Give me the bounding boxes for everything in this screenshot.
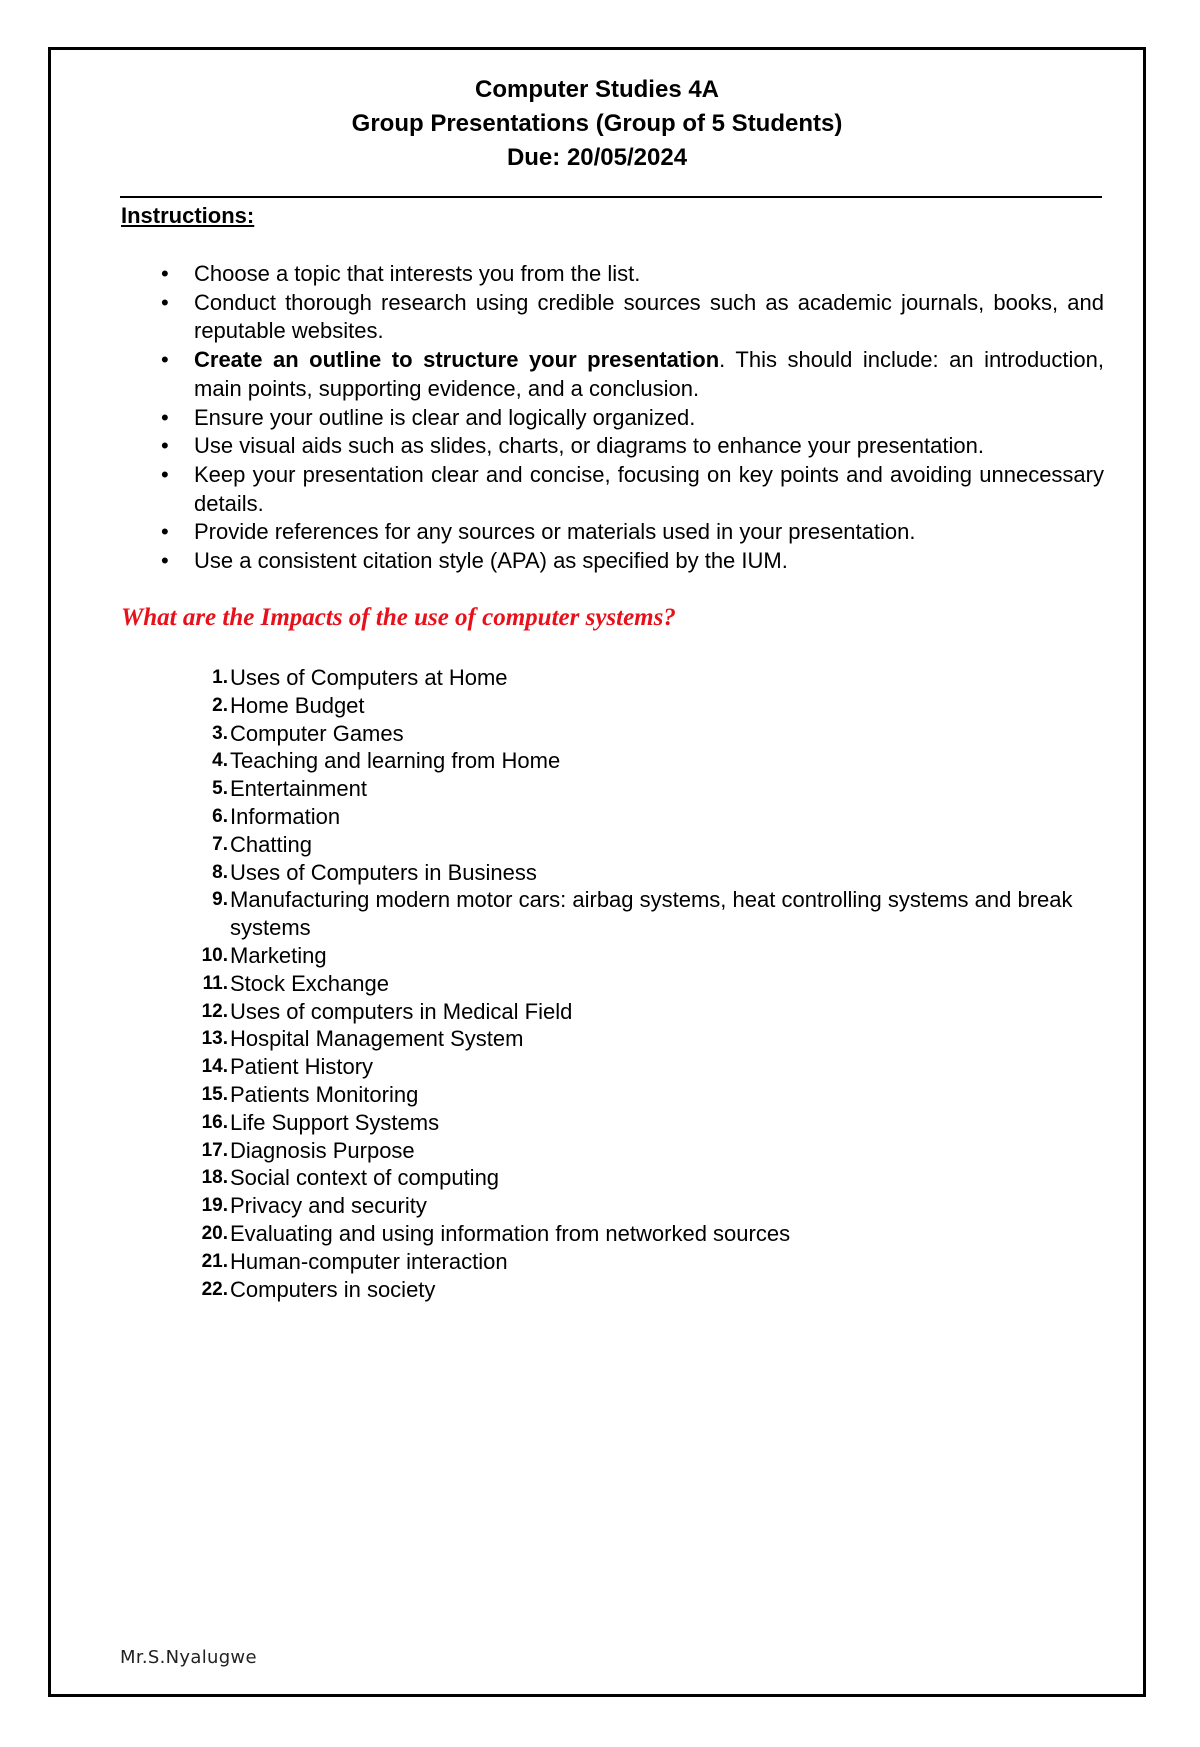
topic-item bbox=[190, 1109, 1100, 1137]
instruction-text: Use visual aids such as slides, charts, or diagrams to enhance your presentation. bbox=[194, 433, 984, 459]
topic-number: 12. bbox=[201, 1000, 228, 1022]
bullet-icon: • bbox=[161, 347, 169, 373]
topic-number: 22. bbox=[201, 1278, 228, 1300]
topic-number: 11. bbox=[202, 972, 228, 994]
topic-item bbox=[190, 1025, 1100, 1053]
instruction-item bbox=[121, 260, 1104, 289]
topic-text: Life Support Systems bbox=[230, 1109, 440, 1135]
topic-item bbox=[190, 970, 1100, 998]
topic-item bbox=[190, 720, 1100, 748]
instructions-heading: Instructions: bbox=[121, 203, 255, 228]
instruction-text: Ensure your outline is clear and logically organized. bbox=[194, 404, 696, 430]
topic-text: Diagnosis Purpose bbox=[230, 1137, 415, 1163]
topic-number: 1. bbox=[212, 667, 228, 688]
course-title: Computer Studies 4A bbox=[474, 76, 720, 103]
topic-number: 19. bbox=[201, 1195, 228, 1217]
topic-number: 10. bbox=[201, 944, 228, 966]
assignment-title: Group Presentations (Group of 5 Students) bbox=[351, 110, 843, 137]
topic-text: Hospital Management System bbox=[230, 1026, 524, 1052]
document-header bbox=[48, 73, 1146, 175]
instruction-item bbox=[121, 518, 1104, 547]
topic-text: Teaching and learning from Home bbox=[230, 748, 561, 774]
instruction-text: Provide references for any sources or materials used in your presentation. bbox=[194, 519, 916, 545]
header-divider bbox=[120, 196, 1102, 198]
topic-item bbox=[190, 859, 1100, 887]
topic-number: 14. bbox=[201, 1056, 228, 1078]
topic-item bbox=[190, 692, 1100, 720]
topic-item bbox=[190, 747, 1100, 775]
topic-number: 13. bbox=[201, 1028, 228, 1050]
topic-number: 5. bbox=[212, 778, 228, 800]
topic-text: Computer Games bbox=[230, 720, 404, 746]
topic-text: Evaluating and using information from networked sources bbox=[230, 1220, 791, 1246]
due-date: Due: 20/05/2024 bbox=[506, 144, 688, 171]
topic-text: Social context of computing bbox=[230, 1165, 500, 1191]
topic-text: Manufacturing modern motor cars: airbag systems, heat controlling systems and break systems bbox=[230, 887, 1073, 941]
topic-item bbox=[190, 803, 1100, 831]
topic-item bbox=[190, 942, 1100, 970]
author-footer: Mr.S.Nyalugwe bbox=[120, 1647, 257, 1668]
instruction-text: Conduct thorough research using credible sources such as academic journals, books, and reputable websites. bbox=[194, 289, 1104, 344]
topic-item bbox=[190, 664, 1100, 692]
topic-item bbox=[190, 1053, 1100, 1081]
topic-text: Stock Exchange bbox=[230, 970, 389, 996]
topic-text: Uses of computers in Medical Field bbox=[230, 998, 573, 1024]
instruction-text: Choose a topic that interests you from the list. bbox=[194, 261, 641, 286]
instruction-text: Keep your presentation clear and concise, focusing on key points and avoiding unnecessary details. bbox=[194, 461, 1104, 516]
topic-text: Uses of Computers in Business bbox=[230, 859, 537, 885]
bullet-icon: • bbox=[161, 289, 169, 315]
bullet-icon: • bbox=[161, 433, 169, 459]
topic-number: 16. bbox=[201, 1111, 228, 1133]
topic-item bbox=[190, 1276, 1100, 1304]
topic-text: Uses of Computers at Home bbox=[230, 665, 508, 690]
topic-item bbox=[190, 1081, 1100, 1109]
topic-number: 15. bbox=[201, 1083, 228, 1105]
topic-number: 3. bbox=[212, 722, 228, 744]
bullet-icon: • bbox=[161, 404, 169, 430]
topic-text: Information bbox=[230, 803, 341, 829]
instruction-item bbox=[121, 289, 1104, 346]
bullet-icon: • bbox=[161, 548, 169, 574]
topic-text: Computers in society bbox=[230, 1276, 436, 1302]
topic-number: 17. bbox=[201, 1139, 228, 1161]
topic-number: 9. bbox=[212, 889, 228, 911]
topic-number: 2. bbox=[212, 694, 228, 716]
topic-number: 8. bbox=[212, 861, 228, 883]
topic-text: Human-computer interaction bbox=[230, 1248, 508, 1274]
topic-item bbox=[190, 1137, 1100, 1165]
topic-item bbox=[190, 831, 1100, 859]
topic-text: Entertainment bbox=[230, 776, 367, 802]
instruction-bold-text: Create an outline to structure your presentation bbox=[194, 347, 720, 373]
topic-text: Marketing bbox=[230, 942, 327, 968]
topic-number: 20. bbox=[201, 1222, 228, 1244]
topic-item bbox=[190, 1220, 1100, 1248]
instruction-item bbox=[121, 461, 1104, 518]
topic-item bbox=[190, 775, 1100, 803]
topic-text: Chatting bbox=[230, 831, 312, 857]
topic-item bbox=[190, 886, 1100, 942]
instruction-item bbox=[121, 346, 1104, 403]
bullet-icon: • bbox=[161, 261, 169, 286]
topic-number: 6. bbox=[212, 805, 228, 827]
topic-text: Patients Monitoring bbox=[230, 1081, 419, 1107]
instruction-item bbox=[121, 547, 1104, 576]
topic-number: 4. bbox=[212, 750, 228, 772]
instruction-text: . This should include: an introduction, main points, supporting evidence, and a conclusion. bbox=[194, 347, 1104, 401]
topic-item bbox=[190, 998, 1100, 1026]
topic-number: 18. bbox=[201, 1167, 228, 1189]
bullet-icon: • bbox=[161, 519, 169, 545]
instruction-item bbox=[121, 404, 1104, 433]
question-heading: What are the Impacts of the use of computer systems? bbox=[121, 604, 676, 631]
topic-item bbox=[190, 1192, 1100, 1220]
topic-item bbox=[190, 1248, 1100, 1276]
instruction-text: Use a consistent citation style (APA) as specified by the IUM. bbox=[194, 548, 788, 574]
topic-number: 7. bbox=[212, 833, 228, 855]
topic-number: 21. bbox=[201, 1250, 228, 1272]
instruction-item bbox=[121, 432, 1104, 461]
topic-text: Home Budget bbox=[230, 692, 365, 718]
bullet-icon: • bbox=[161, 461, 169, 487]
topic-item bbox=[190, 1164, 1100, 1192]
topic-text: Privacy and security bbox=[230, 1193, 427, 1219]
topic-text: Patient History bbox=[230, 1054, 374, 1080]
topics-list bbox=[190, 664, 1100, 1303]
instructions-list bbox=[121, 260, 1104, 576]
